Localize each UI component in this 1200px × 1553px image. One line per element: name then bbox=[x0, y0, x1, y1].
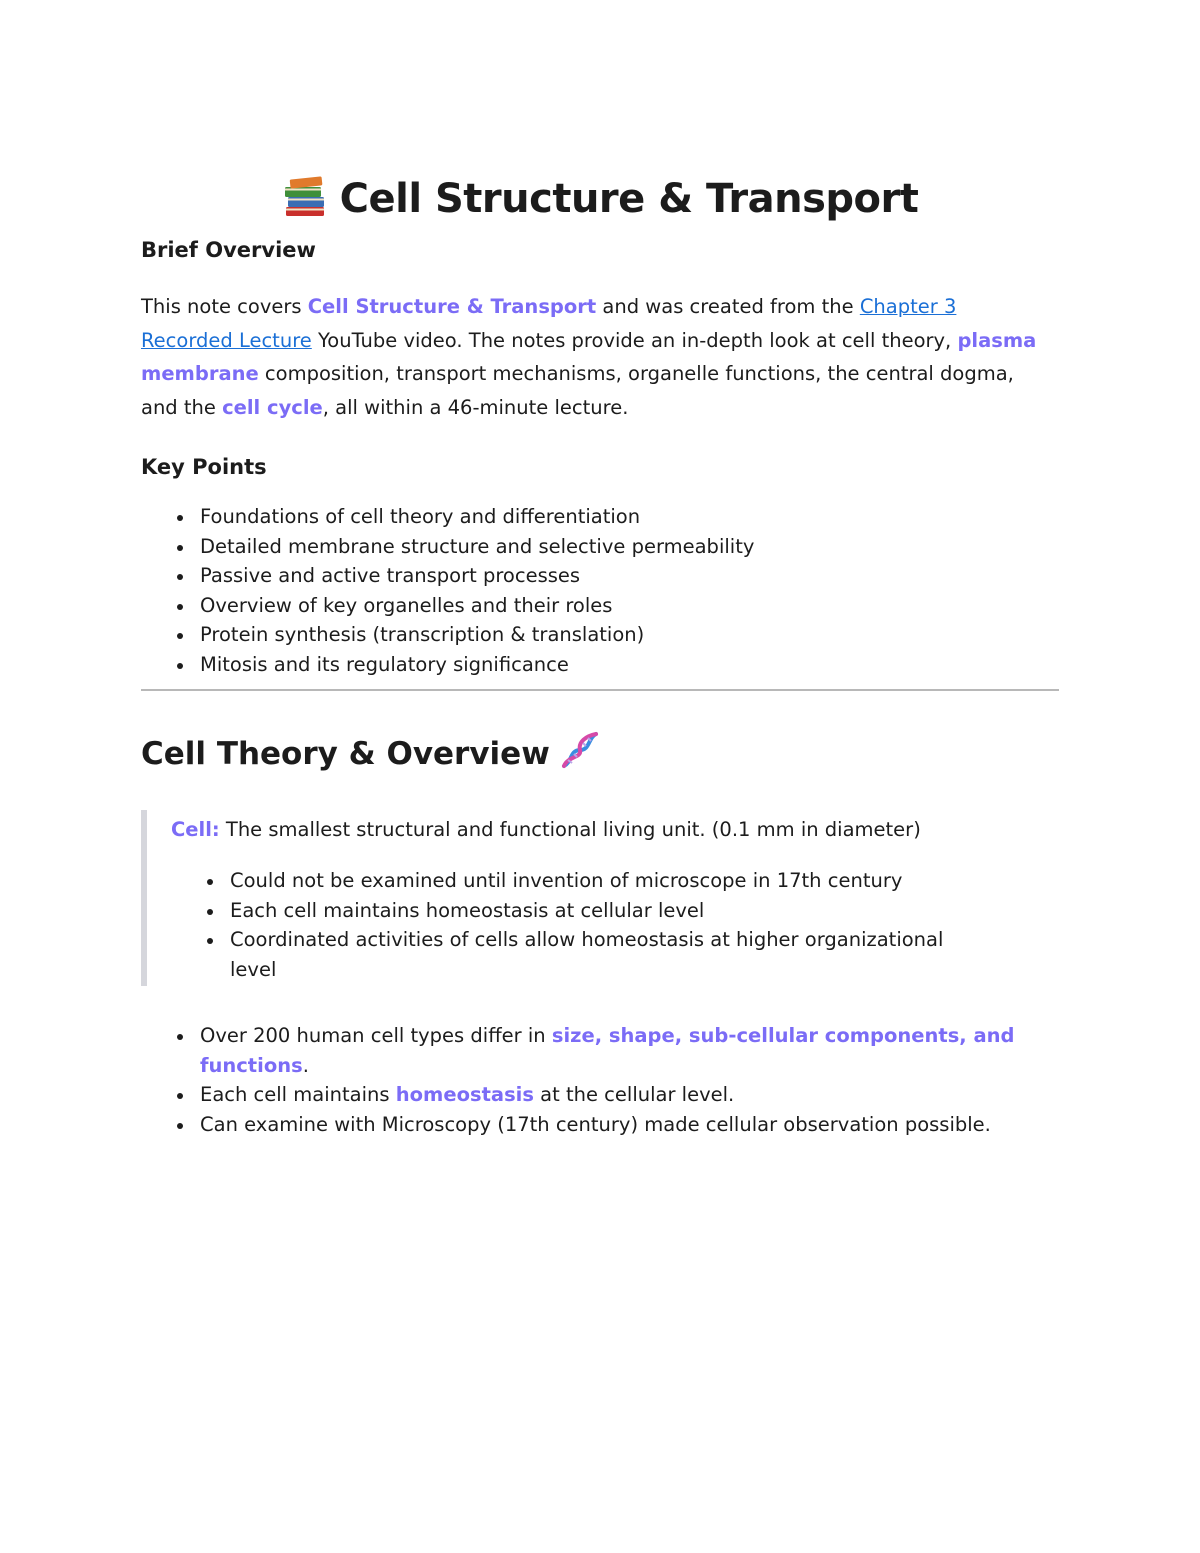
dna-icon bbox=[558, 728, 602, 772]
fact-text: Over 200 human cell types differ in bbox=[200, 1024, 552, 1047]
overview-text-5: , all within a 46-minute lecture. bbox=[322, 395, 629, 419]
overview-text-3: YouTube video. The notes provide an in-depth look at cell theory, bbox=[311, 328, 958, 352]
fact-text: Each cell maintains bbox=[200, 1083, 396, 1106]
callout-list bbox=[171, 866, 991, 984]
highlight-cell-differences: size, shape, sub-cellular components, and functions bbox=[200, 1024, 1015, 1077]
overview-text-1: This note covers bbox=[141, 295, 308, 318]
cell-definition-text: The smallest structural and functional living unit. (0.1 mm in diameter) bbox=[219, 818, 921, 841]
cell-facts-list bbox=[141, 1021, 1031, 1139]
key-point-text: Overview of key organelles and their roles bbox=[200, 593, 613, 617]
highlight-homeostasis: homeostasis bbox=[395, 1083, 534, 1106]
list-item bbox=[141, 591, 1059, 621]
highlight-cell-structure: Cell Structure & Transport bbox=[307, 295, 597, 318]
list-item bbox=[141, 1021, 1031, 1080]
list-item bbox=[141, 502, 1059, 532]
horizontal-divider bbox=[141, 689, 1059, 691]
books-icon bbox=[282, 174, 328, 220]
callout-bar bbox=[141, 810, 147, 986]
callout-item-text: Coordinated activities of cells allow homeostasis at higher organizational level bbox=[230, 928, 944, 981]
fact-text: at the cellular level. bbox=[533, 1083, 735, 1106]
chapter-3-lecture-link[interactable]: Chapter 3 Recorded Lecture bbox=[141, 295, 957, 352]
key-point-text: Passive and active transport processes bbox=[200, 564, 581, 587]
bullet-icon bbox=[177, 1034, 183, 1040]
list-item bbox=[171, 866, 991, 896]
bullet-icon bbox=[177, 633, 183, 639]
list-item bbox=[141, 650, 1059, 680]
list-item bbox=[141, 561, 1059, 591]
list-item bbox=[171, 896, 991, 926]
bullet-icon bbox=[207, 909, 213, 915]
bullet-icon bbox=[177, 663, 183, 669]
list-item bbox=[141, 620, 1059, 650]
key-point-text: Detailed membrane structure and selective permeability bbox=[200, 534, 755, 558]
bullet-icon bbox=[177, 604, 183, 610]
page-title bbox=[141, 169, 1059, 229]
bullet-icon bbox=[177, 515, 183, 521]
list-item bbox=[141, 532, 1059, 562]
fact-text: Can examine with Microscopy (17th century) made cellular observation possible. bbox=[200, 1112, 991, 1136]
section-heading bbox=[141, 728, 602, 777]
callout-item-text: Could not be examined until invention of microscope in 17th century bbox=[230, 869, 903, 892]
bullet-icon bbox=[207, 879, 213, 885]
bullet-icon bbox=[207, 938, 213, 944]
overview-text-2: and was created from the bbox=[596, 295, 860, 318]
cell-definition bbox=[171, 815, 921, 845]
section-heading-text: Cell Theory & Overview bbox=[141, 736, 550, 772]
key-points-list bbox=[141, 502, 1059, 679]
callout-block bbox=[141, 810, 1059, 986]
callout-item-text: Each cell maintains homeostasis at cellular level bbox=[230, 898, 705, 922]
highlight-plasma-membrane: plasma membrane bbox=[141, 328, 1037, 385]
brief-overview-heading: Brief Overview bbox=[141, 238, 316, 262]
list-item bbox=[171, 925, 991, 984]
key-point-text: Protein synthesis (transcription & translation) bbox=[200, 623, 645, 646]
cell-term: Cell: bbox=[171, 818, 220, 841]
overview-text-4: composition, transport mechanisms, organelle functions, the central dogma, and the bbox=[141, 362, 1014, 419]
bullet-icon bbox=[177, 545, 183, 551]
fact-text: . bbox=[302, 1053, 309, 1077]
key-point-text: Mitosis and its regulatory significance bbox=[200, 652, 569, 676]
bullet-icon bbox=[177, 574, 183, 580]
bullet-icon bbox=[177, 1093, 183, 1099]
highlight-cell-cycle: cell cycle bbox=[222, 395, 323, 419]
list-item bbox=[141, 1080, 1031, 1110]
page-title-text: Cell Structure & Transport bbox=[339, 175, 919, 222]
list-item bbox=[141, 1110, 1031, 1140]
key-point-text: Foundations of cell theory and differentiation bbox=[200, 505, 641, 528]
bullet-icon bbox=[177, 1123, 183, 1129]
overview-paragraph bbox=[141, 290, 1051, 424]
key-points-heading: Key Points bbox=[141, 455, 267, 479]
